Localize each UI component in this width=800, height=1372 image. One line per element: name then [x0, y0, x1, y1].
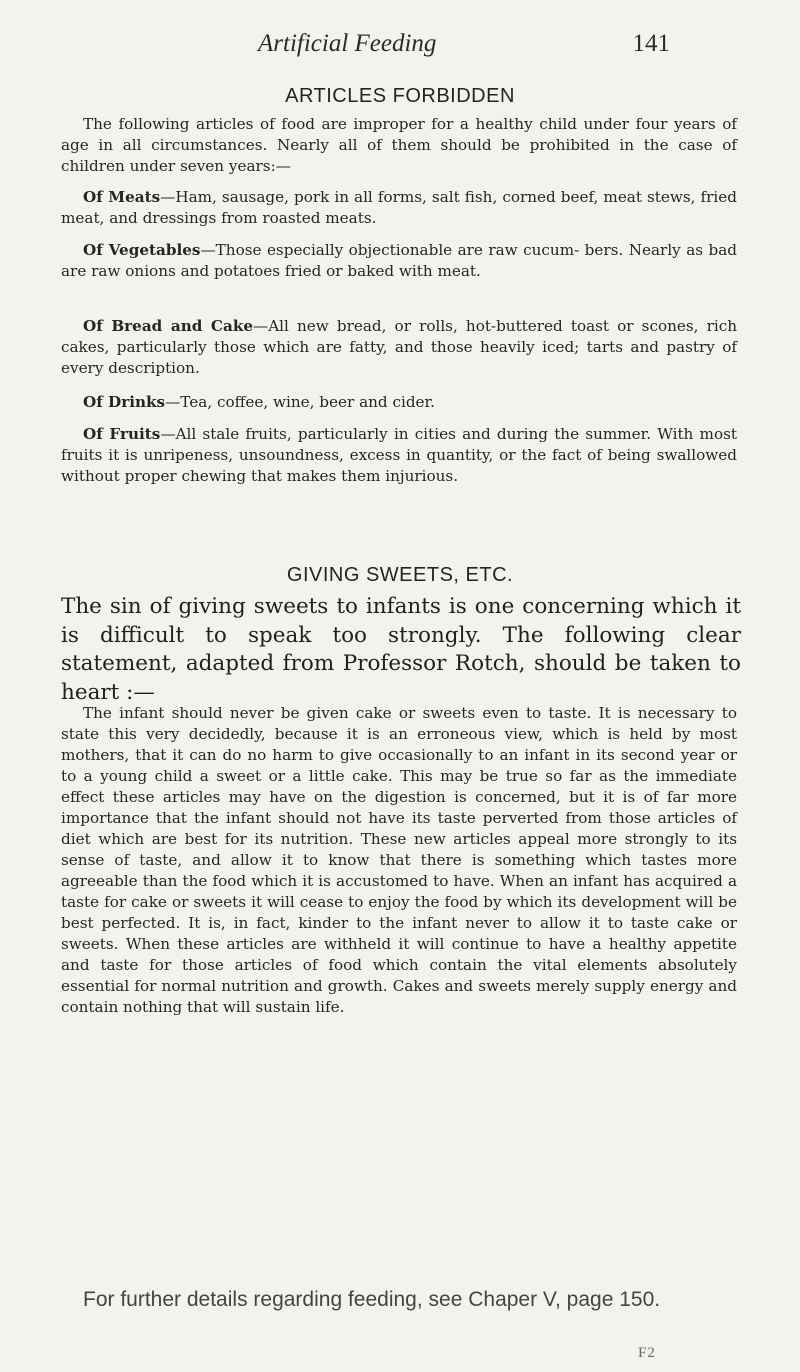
item-text: —All stale fruits, particularly in cities and during the summer. With most fruits it is unripeness, unsoundness, excess in quantity, or the fact of being swallowed without proper chewing that makes them injurious. [61, 425, 737, 485]
intro-text: The following articles of food are improper for a healthy child under four years of age in all circumstances. Nearly all of them should be prohibited in the case of children under seven years:— [61, 115, 737, 175]
item-fruits [61, 424, 737, 487]
lead-text: The sin of giving sweets to infants is one concerning which it is difficult to speak too strongly. The following clear statement, adapted from Professor Rotch, should be taken to heart :— [61, 594, 741, 705]
quote-text: The infant should never be given cake or sweets even to taste. It is necessary to state this very decidedly, because it is an erroneous view, which is held by most mothers, that it can do no harm to give occasionally to an infant in its second year or to a young child a sweet or a little cake. This may be true so far as the immediate effect these articles may have on the digestion is concerned, but it is of far more importance that the infant should not have its taste perverted from those articles of diet which are best for its nutrition. These new articles appeal more strongly to its sense of taste, and allow it to know that there is something which tastes more agreeable than the food which it is accustomed to have. When an infant has acquired a taste for cake or sweets it will cease to enjoy the food by which its development will be best perfected. It is, in fact, kinder to the infant never to allow it to taste cake or sweets. When these articles are withheld it will continue to have a healthy appetite and taste for those articles of food which contain the vital elements absolutely essential for normal nutrition and growth. Cakes and sweets merely supply energy and contain nothing that will sustain life. [61, 704, 737, 1016]
item-bread-and-cake [61, 316, 737, 379]
item-text: —Tea, coffee, wine, beer and cider. [165, 393, 435, 411]
item-text: —Those especially objectionable are raw cucum- bers. Nearly as bad are raw onions and potatoes fried or baked with meat. [61, 241, 737, 280]
item-meats [61, 187, 737, 229]
closing-paragraph [61, 1286, 741, 1314]
running-title: Artificial Feeding [258, 30, 437, 57]
closing-text: For further details regarding feeding, see Chaper V, page 150. [83, 1288, 661, 1311]
item-label: Of Vegetables [83, 241, 201, 259]
section-heading-giving-sweets: GIVING SWEETS, ETC. [286, 564, 514, 586]
quoted-paragraph [61, 703, 737, 1018]
printer-signature-mark: F2 [638, 1345, 656, 1361]
intro-paragraph [61, 114, 737, 177]
running-head [258, 30, 670, 64]
item-label: Of Meats [83, 188, 161, 206]
item-vegetables [61, 240, 737, 282]
item-label: Of Drinks [83, 393, 166, 411]
item-label: Of Bread and Cake [83, 317, 254, 335]
page-number: 141 [632, 30, 670, 57]
item-label: Of Fruits [83, 425, 161, 443]
section-heading-articles-forbidden: ARTICLES FORBIDDEN [285, 85, 515, 107]
item-text: —All new bread, or rolls, hot-buttered toast or scones, rich cakes, particularly those which are fatty, and those heavily iced; tarts and pastry of every description. [61, 317, 737, 377]
item-text: —Ham, sausage, pork in all forms, salt fish, corned beef, meat stews, fried meat, and dressings from roasted meats. [61, 188, 737, 227]
item-drinks [61, 392, 737, 413]
lead-paragraph [61, 593, 741, 707]
